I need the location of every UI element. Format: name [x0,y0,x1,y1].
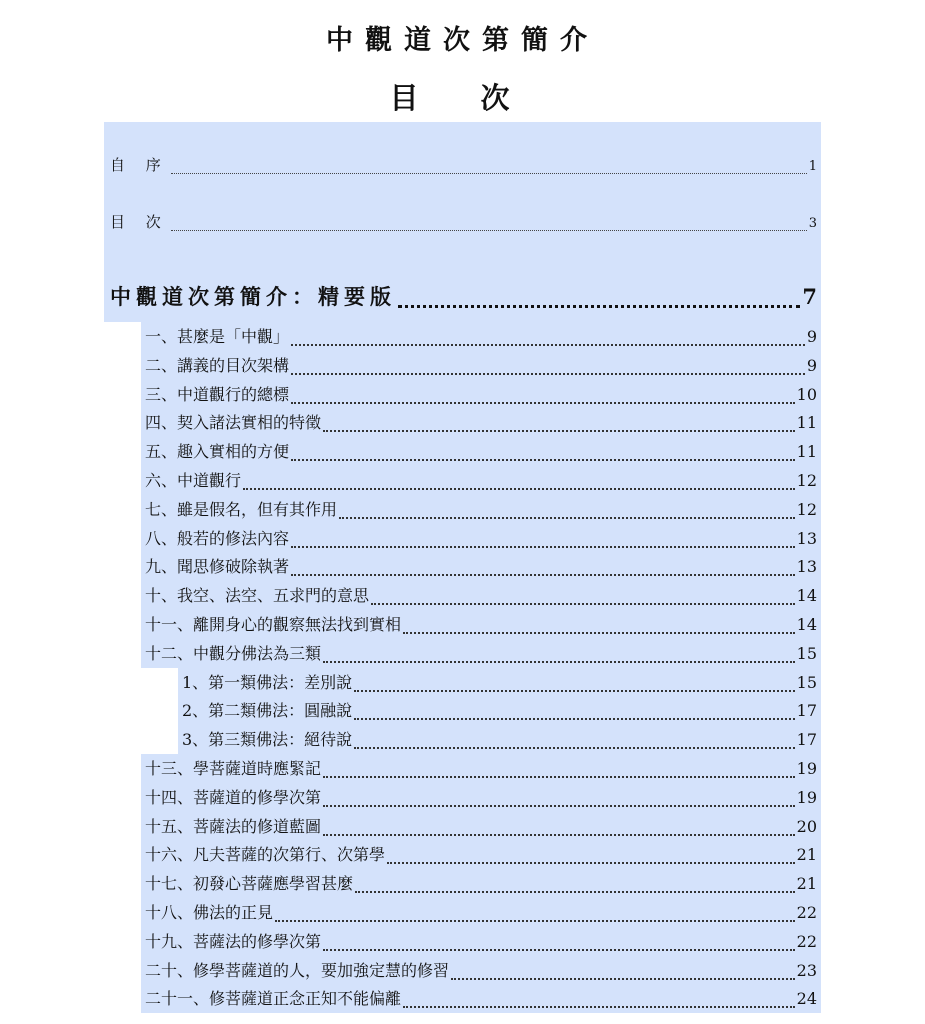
toc-entry-page: 11 [796,413,817,432]
dot-leader [403,1006,795,1008]
dot-leader [398,305,800,308]
dot-leader [275,920,795,922]
toc-section[interactable] [141,552,821,581]
toc-entry-contents[interactable] [104,211,821,235]
toc-section[interactable] [141,783,821,812]
dot-leader [243,488,795,490]
toc-entry-label: 十、我空、法空、五求門的意思 [145,586,370,605]
toc-entry-label: 六、中道觀行 [145,471,242,490]
toc-entry-page: 19 [796,759,817,778]
toc-entry-label: 十六、凡夫菩薩的次第行、次第學 [145,845,386,864]
toc-section[interactable] [141,812,821,841]
toc-entry-page: 17 [796,701,817,720]
dot-leader [171,173,807,174]
toc-entry-page: 23 [796,961,817,980]
toc-subsection[interactable] [178,668,821,697]
toc-entry-label: 自 序 [110,156,169,174]
dot-leader [339,517,795,519]
toc-section[interactable] [141,524,821,553]
toc-section[interactable] [141,581,821,610]
dot-leader [323,661,795,663]
toc-entry-label: 十一、離開身心的觀察無法找到實相 [145,615,402,634]
dot-leader [451,978,795,980]
toc-section[interactable] [141,956,821,985]
toc-entry-page: 15 [796,673,817,692]
dot-leader [387,862,795,864]
dot-leader [323,834,795,836]
toc-entry-page: 20 [796,817,817,836]
toc-entry-page: 11 [796,442,817,461]
toc-section[interactable] [141,322,821,351]
toc-entry-page: 14 [796,615,817,634]
toc-entry-label: 二、講義的目次架構 [145,356,290,375]
dot-leader [403,632,795,634]
toc-entry-page: 1 [808,159,817,174]
toc-entry-label: 五、趣入實相的方便 [145,442,290,461]
toc-section[interactable] [141,639,821,668]
toc-entry-page: 12 [796,471,817,490]
toc-entry-page: 13 [796,529,817,548]
toc-subsection[interactable] [178,696,821,725]
toc-section[interactable] [141,984,821,1013]
toc-entry-label: 二十一、修菩薩道正念正知不能偏離 [145,989,402,1008]
toc-entry-label: 三、中道觀行的總標 [145,385,290,404]
dot-leader [291,373,805,375]
toc-entry-label: 七、雖是假名，但有其作用 [145,500,338,519]
toc-section[interactable] [141,898,821,927]
toc-entry-label: 十七、初發心菩薩應學習甚麼 [145,874,354,893]
toc-entry-page: 21 [796,874,817,893]
dot-leader [291,574,795,576]
toc-chapter-label: 中觀道次第簡介：精要版 [110,285,396,309]
toc-subsection[interactable] [178,725,821,754]
toc-entry-page: 3 [808,216,817,231]
toc-entry-page: 14 [796,586,817,605]
toc-chapter-page: 7 [802,284,817,309]
dot-leader [354,718,794,720]
toc-entry-label: 二十、修學菩薩道的人，要加強定慧的修習 [145,961,450,980]
toc-entry-page: 9 [806,356,817,375]
dot-leader [323,430,795,432]
dot-leader [291,546,795,548]
toc-section[interactable] [141,466,821,495]
toc-entry-label: 十二、中觀分佛法為三類 [145,644,322,663]
dot-leader [323,805,795,807]
toc-section[interactable] [141,610,821,639]
toc-section[interactable] [141,927,821,956]
toc-section[interactable] [141,754,821,783]
toc-entry-page: 13 [796,557,817,576]
toc-entry-label: 十八、佛法的正見 [145,903,274,922]
toc-chapter[interactable] [104,280,821,314]
toc-entry-page: 10 [796,385,817,404]
toc-entry-label: 九、聞思修破除執著 [145,557,290,576]
dot-leader [355,891,795,893]
toc-entry-label: 1、第一類佛法：差別說 [182,673,353,692]
toc-entry-page: 19 [796,788,817,807]
toc-entry-label: 3、第三類佛法：絕待說 [182,730,353,749]
dot-leader [291,459,795,461]
toc-entry-label: 十五、菩薩法的修道藍圖 [145,817,322,836]
toc-section[interactable] [141,380,821,409]
dot-leader [354,747,794,749]
dot-leader [371,603,795,605]
toc-section[interactable] [141,437,821,466]
toc-entry-page: 17 [796,730,817,749]
toc-section[interactable] [141,408,821,437]
dot-leader [171,230,807,231]
toc-entry-label: 八、般若的修法內容 [145,529,290,548]
toc-heading: 目 次 [389,81,536,115]
toc-entry-page: 22 [796,903,817,922]
toc-entry-page: 9 [806,327,817,346]
toc-entry-label: 目 次 [110,213,169,231]
toc-entry-label: 一、甚麼是「中觀」 [145,327,290,346]
toc-entry-label: 四、契入諸法實相的特徵 [145,413,322,432]
toc-section[interactable] [141,351,821,380]
toc-section[interactable] [141,495,821,524]
dot-leader [323,949,795,951]
toc-entry-label: 十三、學菩薩道時應緊記 [145,759,322,778]
dot-leader [291,344,805,346]
toc-section[interactable] [141,840,821,869]
toc-entry-label: 2、第二類佛法：圓融說 [182,701,353,720]
toc-entry-preface[interactable] [104,154,821,178]
document-title: 中觀道次第簡介 [326,25,599,56]
toc-entry-page: 12 [796,500,817,519]
toc-entry-label: 十四、菩薩道的修學次第 [145,788,322,807]
toc-entry-page: 21 [796,845,817,864]
dot-leader [291,402,795,404]
toc-entry-page: 24 [796,989,817,1008]
dot-leader [354,690,794,692]
toc-section[interactable] [141,869,821,898]
toc-entry-page: 22 [796,932,817,951]
toc-entry-page: 15 [796,644,817,663]
dot-leader [323,776,795,778]
toc-entry-label: 十九、菩薩法的修學次第 [145,932,322,951]
